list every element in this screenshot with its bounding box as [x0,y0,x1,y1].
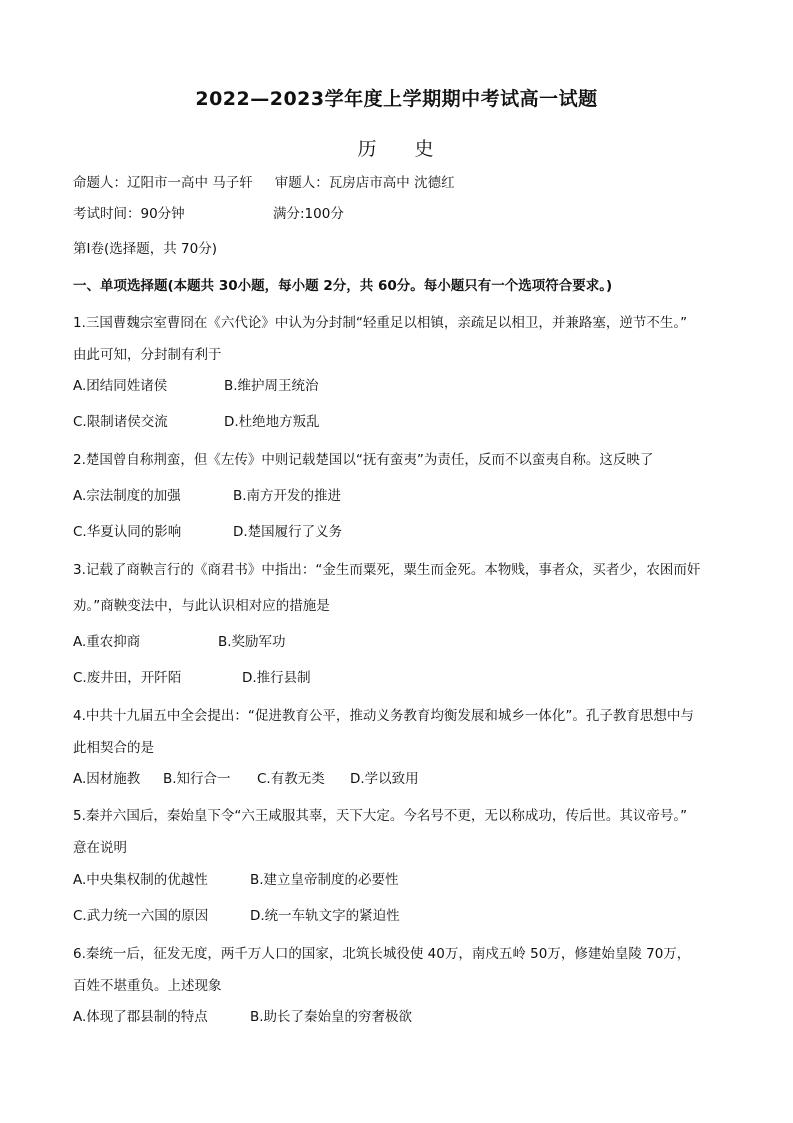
question-5-option-c: C.武力统一六国的原因 [73,908,209,924]
exam-info-line [73,205,344,223]
subject-char-1: 历 [357,138,379,160]
question-5-stem-line-1: 5.秦并六国后，秦始皇下令“六王咸服其辜，天下大定。今名号不更，无以称成功，传后世。其议帝号。” [73,808,688,824]
question-2-option-d: D.楚国履行了义务 [233,524,343,540]
question-3-option-c: C.废井田，开阡陌 [73,670,182,686]
question-1-option-b: B.维护周王统治 [224,378,319,394]
question-6-option-b: B.助长了秦始皇的穷奢极欲 [250,1009,413,1025]
subject-char-2: 史 [414,138,436,160]
question-5-option-b: B.建立皇帝制度的必要性 [250,872,399,888]
reviewer-info: 审题人：瓦房店市高中 沈德红 [274,175,455,191]
question-2-option-c: C.华夏认同的影响 [73,524,182,540]
question-2-option-b: B.南方开发的推进 [233,488,342,504]
question-6-stem-line-1: 6.秦统一后，征发无度，两千万人口的国家，北筑长城役使 40万，南戍五岭 50万，修建始皇陵 70万， [73,946,691,962]
question-3-option-d: D.推行县制 [242,670,311,686]
question-6-option-a: A.体现了郡县制的特点 [73,1009,208,1025]
authors-line [73,174,455,192]
question-5-stem-line-2: 意在说明 [73,840,127,856]
question-5-option-d: D.统一车轨文字的紧迫性 [250,908,400,924]
question-4-option-a: A.因材施教 [73,771,141,787]
exam-title: 2022—2023学年度上学期期中考试高一试题 [195,88,598,110]
question-4-stem-line-1: 4.中共十九届五中全会提出：“促进教育公平，推动义务教育均衡发展和城乡一体化”。孔子教育思想中与 [73,708,694,724]
setter-info: 命题人：辽阳市一高中 马子轩 [73,175,253,191]
question-1-option-c: C.限制诸侯交流 [73,414,168,430]
question-2-stem-line-1: 2.楚国曾自称荆蛮，但《左传》中则记载楚国以“抚有蛮夷”为责任，反而不以蛮夷自称。这反映了 [73,452,654,468]
question-1-stem-line-1: 1.三国曹魏宗室曹冏在《六代论》中认为分封制“轻重足以相镇，亲疏足以相卫，并兼路塞，逆节不生。” [73,315,688,331]
question-3-option-a: A.重农抑商 [73,634,141,650]
exam-time: 考试时间：90分钟 [73,206,185,222]
question-1-option-d: D.杜绝地方叛乱 [224,414,320,430]
question-1-option-a: A.团结同姓诸侯 [73,378,168,394]
section-heading: 一、单项选择题(本题共 30小题，每小题 2分，共 60分。每小题只有一个选项符合要求。) [73,278,613,294]
part-heading: 第Ⅰ卷(选择题，共 70分) [73,241,217,257]
question-4-option-d: D.学以致用 [350,771,419,787]
subject-heading [0,134,793,161]
question-4-stem-line-2: 此相契合的是 [73,740,154,756]
question-1-stem-line-2: 由此可知，分封制有利于 [73,347,222,363]
question-6-stem-line-2: 百姓不堪重负。上述现象 [73,978,222,994]
question-3-option-b: B.奖励军功 [218,634,286,650]
question-3-stem-line-2: 劝。”商鞅变法中，与此认识相对应的措施是 [73,598,330,614]
question-2-option-a: A.宗法制度的加强 [73,488,181,504]
full-score: 满分:100分 [273,206,344,222]
question-4-option-b: B.知行合一 [163,771,231,787]
question-4-option-c: C.有教无类 [257,771,325,787]
question-5-option-a: A.中央集权制的优越性 [73,872,208,888]
question-3-stem-line-1: 3.记载了商鞅言行的《商君书》中指出：“金生而粟死，粟生而金死。本物贱，事者众，买者少，农困而奸 [73,562,701,578]
